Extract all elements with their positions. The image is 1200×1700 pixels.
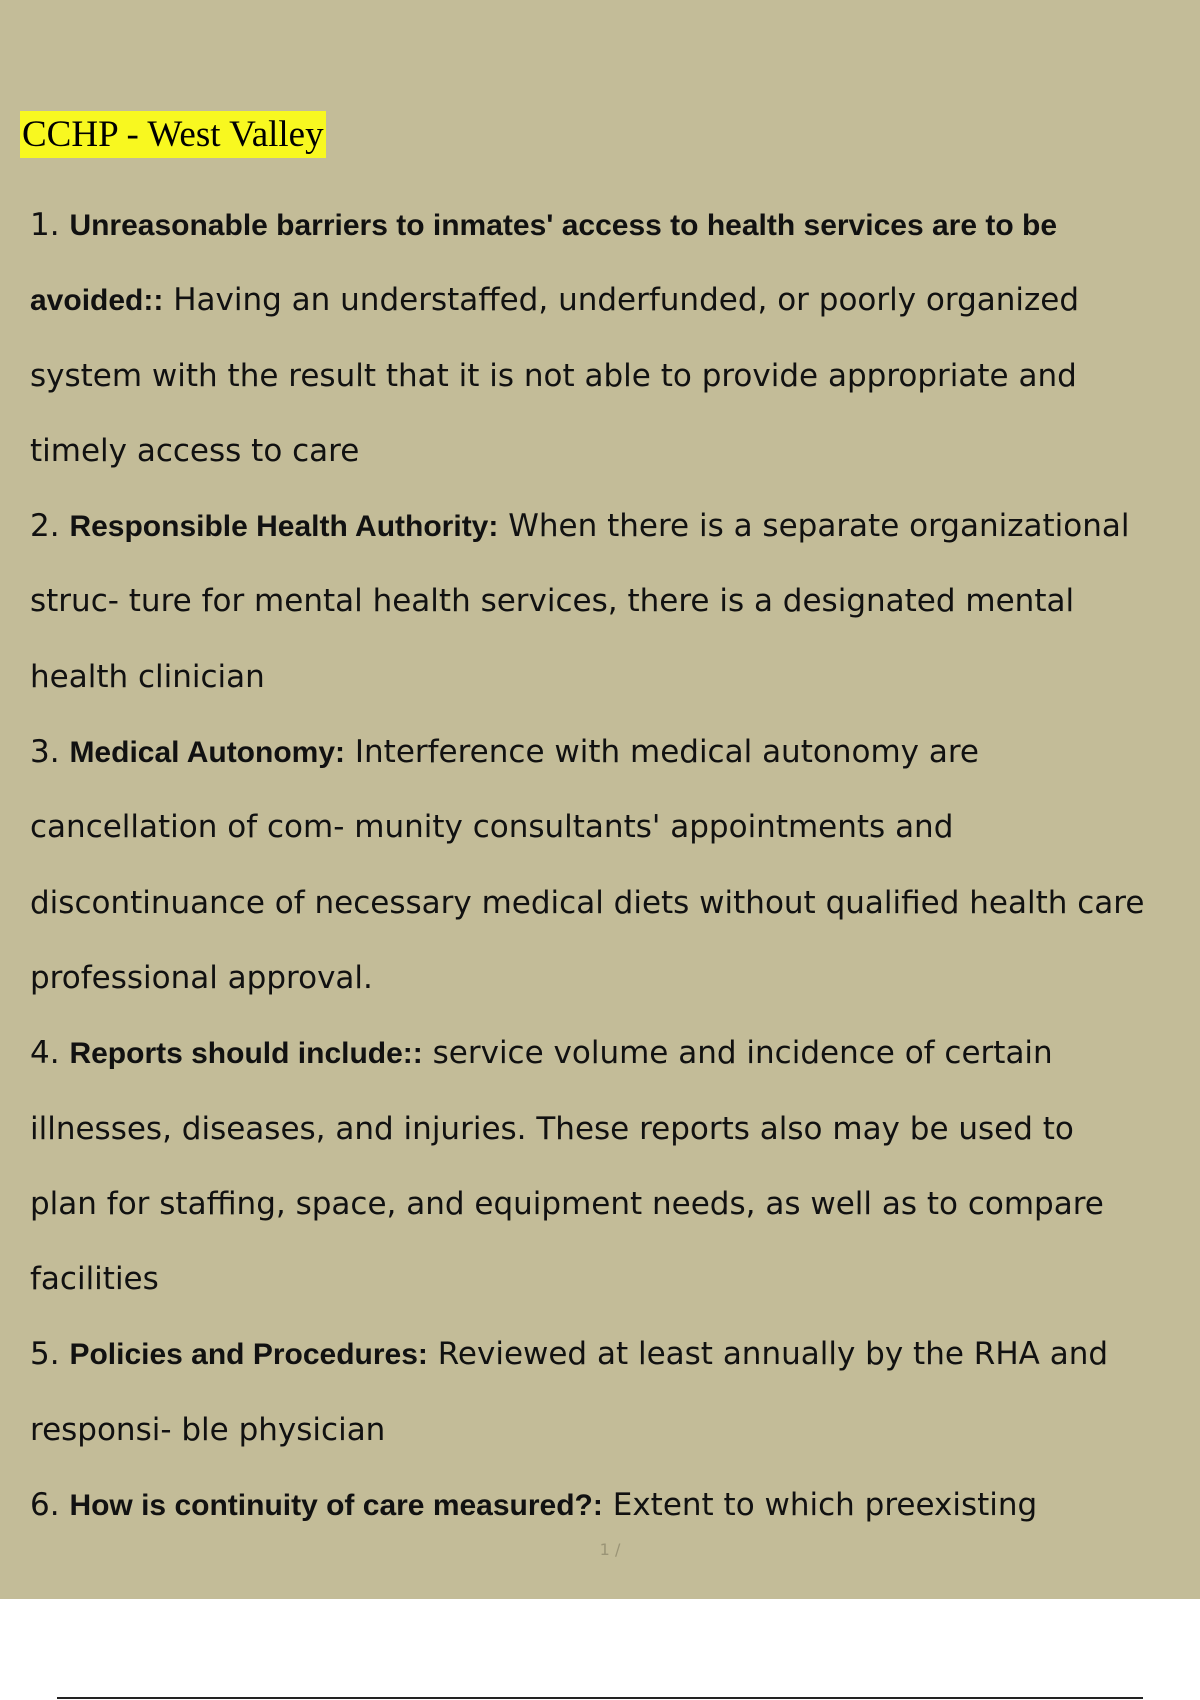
qa-item-continuation-line	[30, 263, 1196, 338]
qa-item-continuation-line	[30, 564, 1196, 639]
qa-item-continuation-line	[30, 866, 1196, 941]
qa-item-continuation-line	[30, 790, 1196, 865]
item-number: 3.	[30, 734, 60, 771]
item-number: 4.	[30, 1035, 60, 1072]
item-term: Unreasonable barriers to inmates' access to health services are to be	[69, 209, 1058, 242]
qa-item-continuation-line	[30, 941, 1196, 1016]
qa-item-continuation-line	[30, 1393, 1196, 1468]
item-term: Responsible Health Authority:	[69, 510, 499, 544]
item-number: 1.	[30, 207, 60, 243]
footer-divider	[57, 1697, 1143, 1699]
item-term: Reports should include::	[69, 1037, 423, 1071]
item-text: health clinician	[30, 658, 265, 695]
qa-item-first-line	[30, 1317, 1196, 1392]
item-text: professional approval.	[30, 959, 373, 996]
item-text: plan for staffing, space, and equipment needs, as well as to compare	[30, 1185, 1104, 1222]
item-text: timely access to care	[30, 432, 360, 469]
item-text: struc- ture for mental health services, there is a designated mental	[30, 583, 1075, 620]
qa-item-continuation-line	[30, 1167, 1196, 1242]
qa-item-continuation-line	[30, 414, 1196, 489]
item-text: Having an understaffed, underfunded, or poorly organized	[163, 282, 1080, 319]
item-number: 5.	[30, 1336, 60, 1373]
page-number: 1 /	[599, 1540, 621, 1559]
item-term: How is continuity of care measured?:	[69, 1489, 603, 1523]
qa-item-continuation-line	[30, 339, 1196, 414]
qa-item-continuation-line	[30, 1092, 1196, 1167]
item-text: discontinuance of necessary medical diets without qualified health care	[30, 884, 1145, 921]
qa-item-continuation-line	[30, 640, 1196, 715]
qa-item-first-line	[30, 188, 1196, 263]
qa-item-first-line	[30, 1468, 1196, 1543]
item-text: facilities	[30, 1261, 159, 1298]
item-text: system with the result that it is not able to provide appropriate and	[30, 357, 1077, 394]
item-term: Policies and Procedures:	[69, 1338, 428, 1372]
item-term: avoided::	[30, 284, 164, 318]
item-text: When there is a separate organizational	[498, 508, 1130, 545]
qa-item-first-line	[30, 1016, 1196, 1091]
item-text: service volume and incidence of certain	[422, 1035, 1053, 1072]
qa-item-first-line	[30, 715, 1196, 790]
item-text: Reviewed at least annually by the RHA and	[427, 1336, 1109, 1373]
item-number: 2.	[30, 508, 60, 545]
document-title: CCHP - West Valley	[20, 111, 326, 158]
qa-item-first-line	[30, 489, 1196, 564]
item-term: Medical Autonomy:	[69, 736, 346, 770]
item-text: Extent to which preexisting	[602, 1487, 1038, 1524]
qa-list	[30, 188, 1196, 1543]
item-text: cancellation of com- munity consultants' appointments and	[30, 809, 954, 846]
item-text: Interference with medical autonomy are	[345, 734, 979, 771]
qa-item-continuation-line	[30, 1242, 1196, 1317]
item-number: 6.	[30, 1487, 60, 1524]
item-text: responsi- ble physician	[30, 1411, 386, 1448]
item-text: illnesses, diseases, and injuries. These reports also may be used to	[30, 1110, 1074, 1147]
